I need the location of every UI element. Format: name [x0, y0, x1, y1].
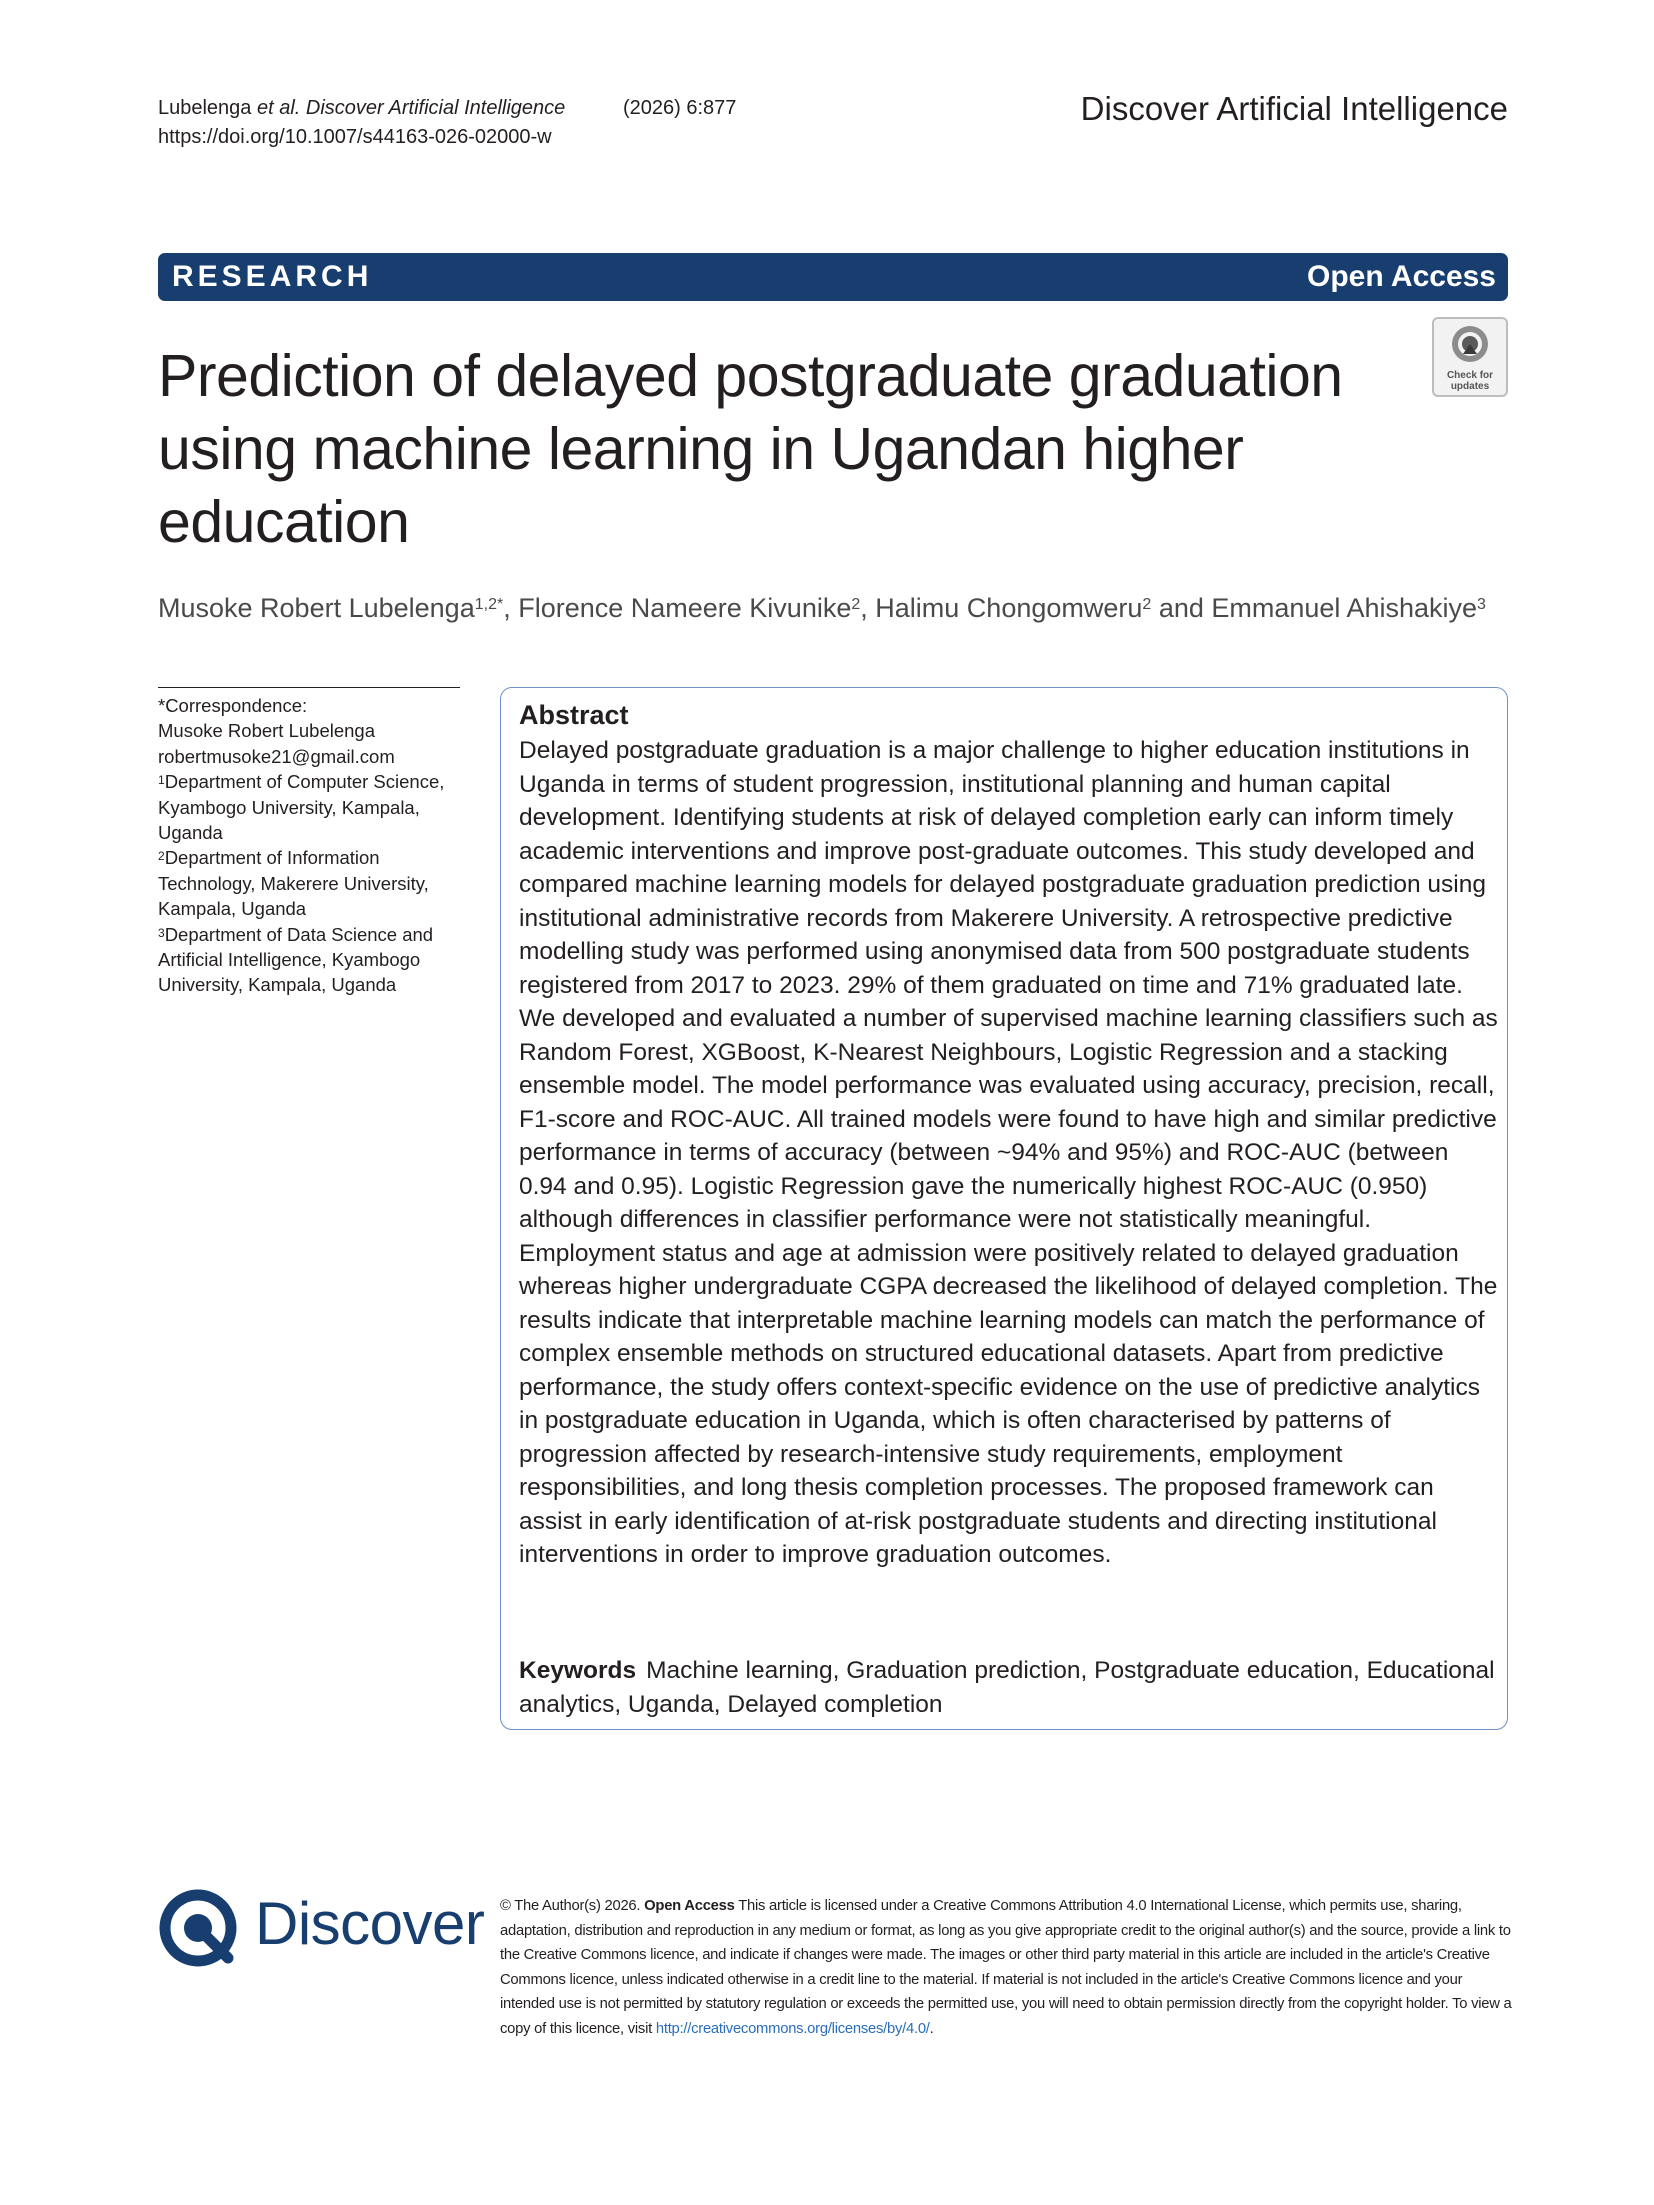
license-notice: © The Author(s) 2026. Open Access This article is licensed under a Creative Commons Attribution 4.0 International License, which permits use, sharing, adaptation, distribution and reproduction in any medium or format, as long as you give appropriate credit to the original author(s) and the source, provide a link to the Creative Commons licence, and indicate if changes were made. The images or other third party material in this article are included in the article's Creative Commons licence, unless indicated otherwise in a credit line to the material. If material is not included in the article's Creative Commons licence and your intended use is not permitted by statutory regulation or exceeds the permitted use, you will need to obtain permission directly from the copyright holder. To view a copy of this licence, visit http://creativecommons.org/licenses/by/4.0/.	[500, 1898, 1512, 2037]
discover-logo-text: Discover	[255, 1890, 485, 1957]
keywords-label: Keywords	[519, 1657, 637, 1684]
header-author: Lubelenga	[158, 97, 252, 119]
abstract-body: Delayed postgraduate graduation is a major challenge to higher education institutions in Uganda in terms of student progression, institutional planning and human capital development. Identifying students at risk of delayed completion early can inform timely academic interventions and improve post-graduate outcomes. This study developed and compared machine learning models for delayed postgraduate graduation prediction using institutional administrative records from Makerere University. A retrospective predictive modelling study was performed using anonymised data from 500 postgraduate students registered from 2017 to 2023. 29% of them graduated on time and 71% graduated late. We developed and evaluated a number of supervised machine learning classifiers such as Random Forest, XGBoost, K-Nearest Neighbours, Logistic Regression and a stacking ensemble model. The model performance was evaluated using accuracy, precision, recall, F1-score and ROC-AUC. All trained models were found to have high and similar predictive performance in terms of accuracy (between ~94% and 95%) and ROC-AUC (between 0.94 and 0.95). Logistic Regression gave the numerically highest ROC-AUC (0.950) although differences in classifier performance were not statistically meaningful. Employment status and age at admission were positively related to delayed graduation whereas higher undergraduate CGPA decreased the likelihood of delayed completion. The results indicate that interpretable machine learning models can match the performance of complex ensemble methods on structured educational datasets. Apart from predictive performance, the study offers context-specific evidence on the use of predictive analytics in postgraduate education in Uganda, which is often characterised by patterns of progression affected by research-intensive study requirements, employment responsibilities, and long thesis completion processes. The proposed framework can assist in early identification of at-risk postgraduate students and directing institutional interventions in order to improve graduation outcomes.	[519, 737, 1498, 1568]
header-journal: Discover Artificial Intelligence	[305, 97, 566, 119]
license-open-access: Open Access	[644, 1898, 735, 1914]
header-doi[interactable]: https://doi.org/10.1007/s44163-026-02000-w	[158, 126, 552, 148]
article-type-band	[158, 253, 1508, 301]
author-name[interactable]: Florence Nameere Kivunike	[518, 593, 852, 623]
discover-logo	[158, 1888, 485, 1968]
affiliation-item: $^3$Department of Data Science and Artificial Intelligence, Kyambogo University, Kampala, Uganda	[158, 923, 434, 996]
author-name[interactable]: Musoke Robert Lubelenga	[158, 593, 475, 623]
check-updates-text: Check for updates	[1446, 370, 1494, 392]
affiliation-item: $^1$Department of Computer Science, Kyambogo University, Kampala, Uganda	[158, 771, 445, 844]
open-access-label: Open Access	[1307, 260, 1496, 293]
correspondence-label: *Correspondence:	[158, 695, 308, 716]
author-affiliation-sup: 1,2*	[474, 596, 504, 613]
author-affiliation-sup: 2	[851, 596, 861, 613]
abstract-heading: Abstract	[519, 700, 629, 730]
correspondence-name: Musoke Robert Lubelenga	[158, 720, 376, 742]
author-list: Musoke Robert Lubelenga$^{1,2*}$, Florence Nameere Kivunike$^2$, Halimu Chongomweru$^2$ and Emmanuel Ahishakiye$^3$	[158, 593, 1486, 623]
article-type-label: RESEARCH	[172, 260, 373, 293]
journal-name: Discover Artificial Intelligence	[1080, 90, 1508, 127]
author-affiliation-sup: 3	[1477, 596, 1486, 613]
correspondence-sidebar	[158, 693, 463, 998]
author-name[interactable]: Halimu Chongomweru	[875, 593, 1143, 623]
header-citation: (2026) 6:877	[623, 97, 737, 119]
check-for-updates-badge[interactable]	[1432, 317, 1508, 397]
discover-logo-icon	[158, 1888, 244, 1968]
correspondence-email[interactable]: robertmusoke21@gmail.com	[158, 745, 395, 767]
sidebar-divider	[158, 687, 460, 688]
check-updates-icon	[1450, 324, 1490, 364]
keywords	[519, 1654, 1499, 1721]
license-link[interactable]: http://creativecommons.org/licenses/by/4.0/	[655, 2020, 930, 2037]
affiliation-item: $^2$Department of Information Technology, Makerere University, Kampala, Uganda	[158, 847, 429, 920]
keywords-text: Machine learning, Graduation prediction, Postgraduate education, Educational analytics, Uganda, Delayed completion	[519, 1657, 1495, 1718]
running-header	[158, 94, 737, 152]
author-affiliation-sup: 2	[1142, 596, 1152, 613]
header-et-al: et al.	[257, 97, 301, 119]
author-name[interactable]: Emmanuel Ahishakiye	[1211, 593, 1478, 623]
article-title: Prediction of delayed postgraduate graduation using machine learning in Ugandan higher education	[158, 343, 1343, 555]
